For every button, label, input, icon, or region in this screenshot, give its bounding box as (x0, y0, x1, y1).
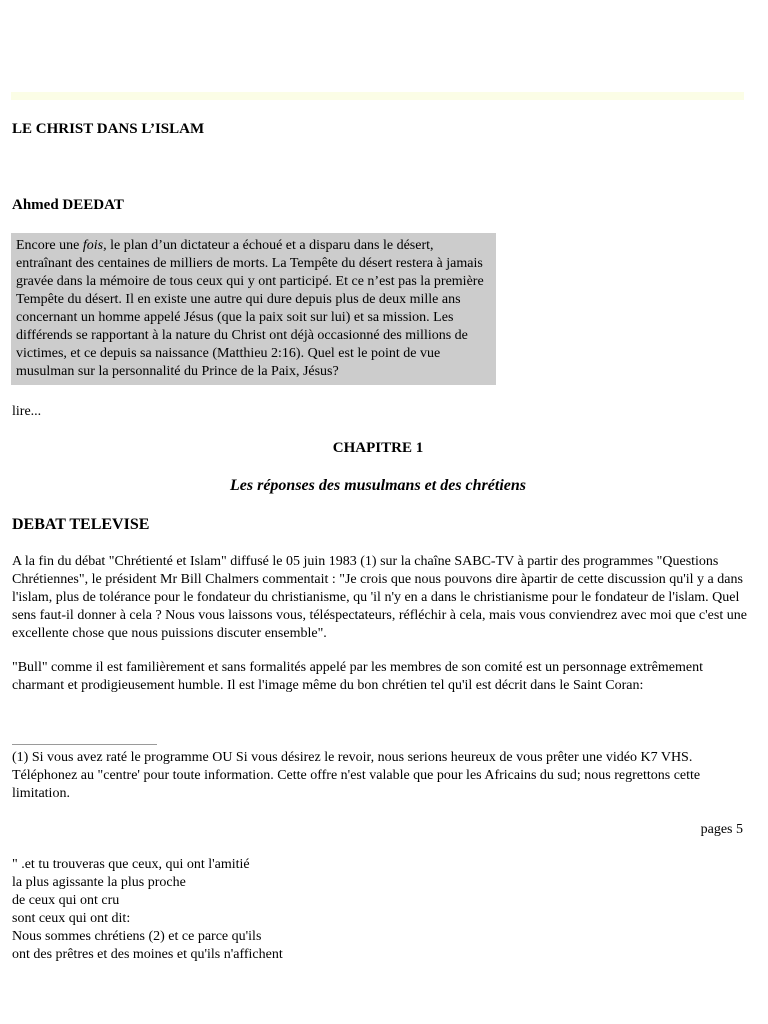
paragraph-bull: "Bull" comme il est familièrement et sans formalités appelé par les membres de son comité est un personnage extrêmement charmant et prodigieusement humble. Il est l'image même du bon chrétien tel qu'il est décrit dans le Saint Coran: (12, 660, 703, 693)
top-highlight-bar (11, 92, 744, 100)
page-number: pages 5 (700, 822, 743, 837)
footnote-text: (1) Si vous avez raté le programme OU Si vous désirez le revoir, nous serions heureux de vous prêter une vidéo K7 VHS. Téléphonez au "centre' pour toute information. Cette offre n'est valable que pour les Africains du sud; nous regrettons cette limitation. (12, 750, 701, 801)
abstract-italic-word: fois, (82, 238, 107, 253)
chapter-subtitle: Les réponses des musulmans et des chrétiens (229, 477, 526, 494)
paragraph-debate: A la fin du débat "Chrétienté et Islam" diffusé le 05 juin 1983 (1) sur la chaîne SABC-TV à partir des programmes "Questions Chrétiennes", le président Mr Bill Chalmers commentait : "Je crois que nous pouvons dire àpartir de cette discussion qu'il y a dans l'islam, plus de tolérance pour le fondateur du christianisme, qu 'il n'y en a dans le christianisme pour le fondateur de l'islam. Quel sens faut-il donner à cela ? Nous vous laissons vous, téléspectateurs, réfléchir à cela, mais vous conviendrez avec moi que c'est une excellente chose que nous puissions discuter ensemble". (12, 554, 747, 641)
read-more-text: lire... (12, 404, 42, 419)
section-heading: DEBAT TELEVISE (12, 516, 150, 533)
abstract-text-start: Encore une (16, 238, 83, 253)
footnote-divider (12, 744, 157, 745)
verse-line: ont des prêtres et des moines et qu'ils n'affichent (12, 947, 283, 962)
author-name: Ahmed DEEDAT (12, 197, 124, 213)
verse-line: la plus agissante la plus proche (12, 875, 186, 890)
verse-line: Nous sommes chrétiens (2) et ce parce qu'ils (12, 929, 262, 944)
quran-verse (12, 856, 283, 964)
verse-line: " .et tu trouveras que ceux, qui ont l'amitié (12, 857, 250, 872)
abstract-text-rest: le plan d’un dictateur a échoué et a disparu dans le désert, entraînant des centaines de milliers de morts. La Tempête du désert restera à jamais gravée dans la mémoire de tous ceux qui y ont participé. Et ce n’est pas la première Tempête du désert. Il en existe une autre qui dure depuis plus de deux mille ans concernant un homme appelé Jésus (que la paix soit sur lui) et sa mission. Les différends se rapportant à la nature du Christ ont déjà occasionné des millions de victimes, et ce depuis sa naissance (Matthieu 2:16). Quel est le point de vue musulman sur la personnalité du Prince de la Paix, Jésus? (16, 238, 484, 379)
verse-line: de ceux qui ont cru (12, 893, 120, 908)
chapter-heading: CHAPITRE 1 (332, 440, 424, 456)
verse-line: sont ceux qui ont dit: (12, 911, 131, 926)
abstract-box (11, 233, 496, 385)
document-title: LE CHRIST DANS L’ISLAM (12, 121, 205, 137)
